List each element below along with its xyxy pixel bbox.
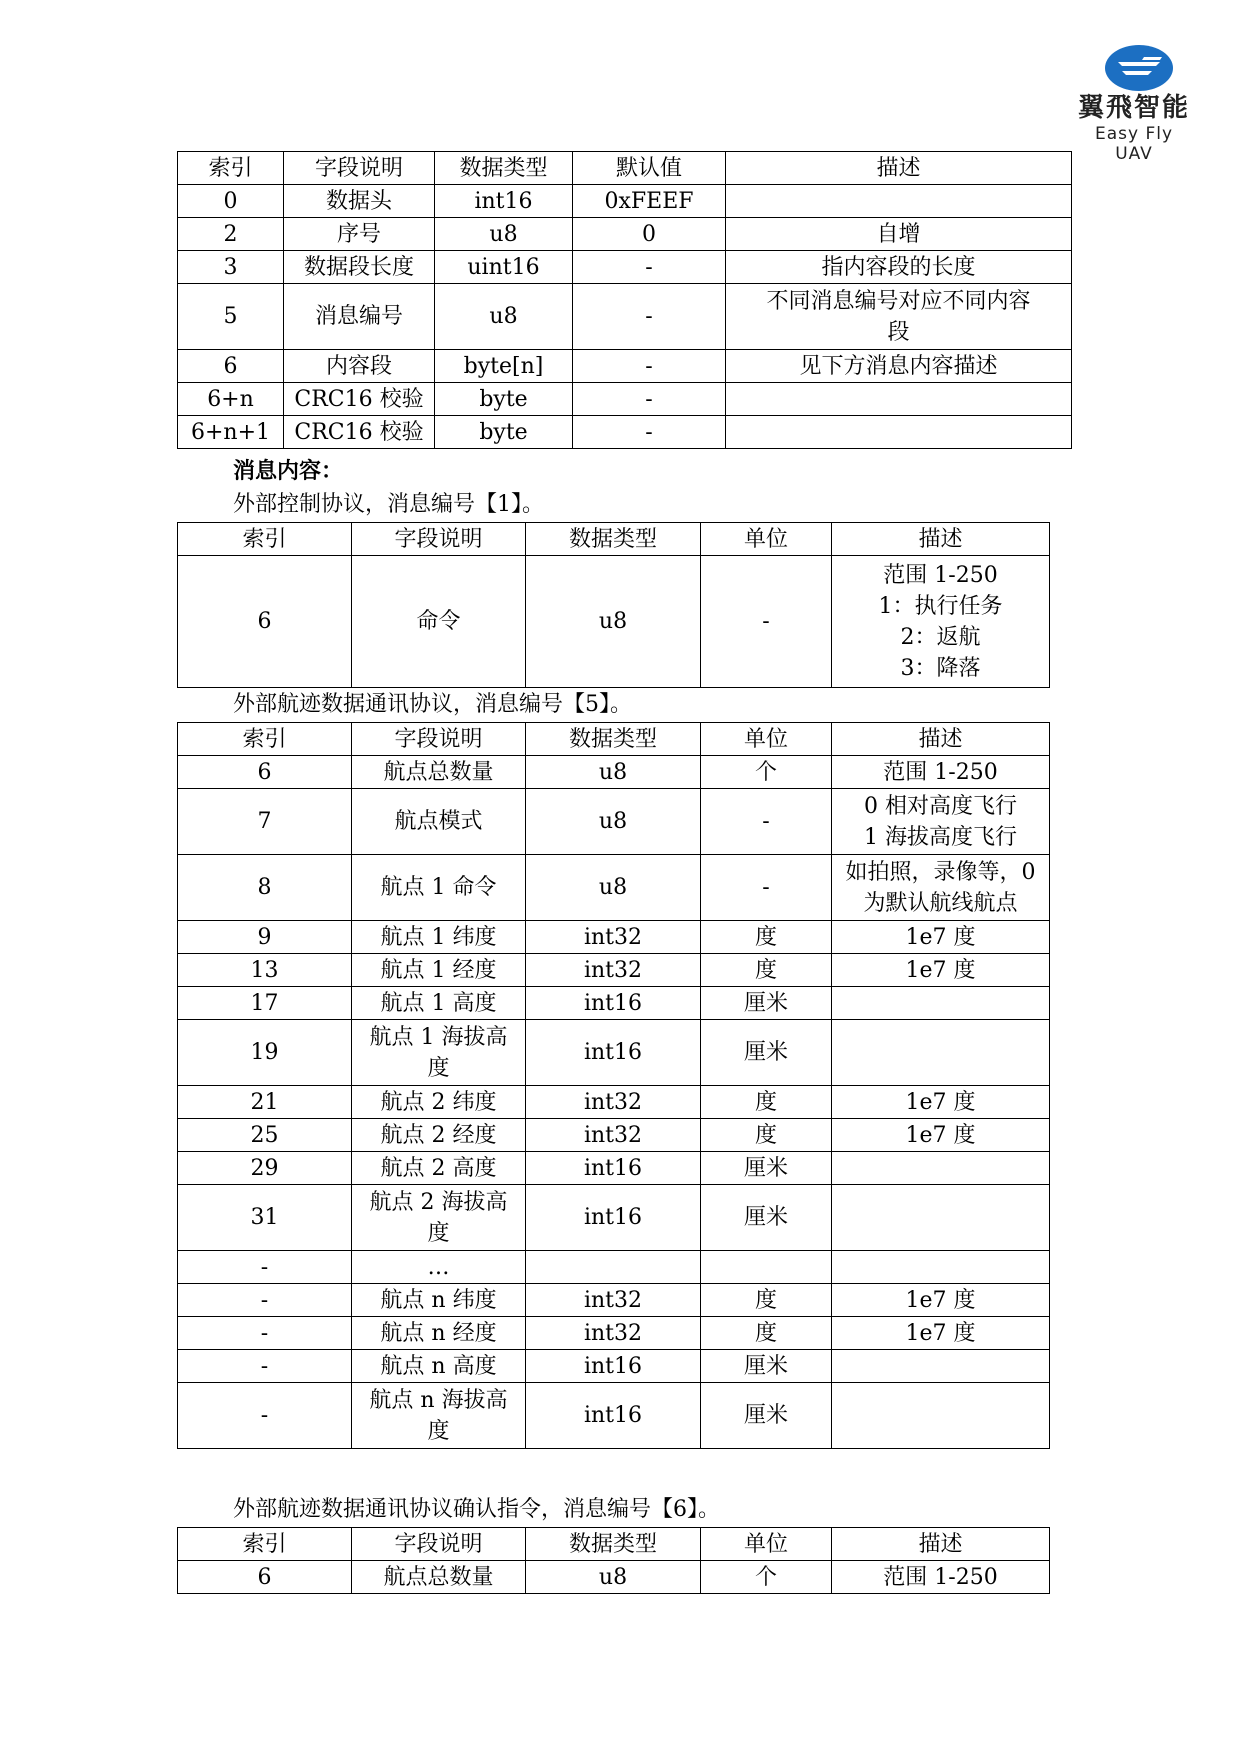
- table-cell: 消息编号: [284, 284, 435, 350]
- caption-msg-5: 外部航迹数据通讯协议，消息编号【5】。: [233, 692, 632, 717]
- table-cell: 指内容段的长度: [726, 251, 1072, 284]
- table-cell: -: [573, 383, 726, 416]
- table-cell: 个: [701, 1561, 832, 1594]
- table-cell: -: [178, 1284, 352, 1317]
- table-cell: 5: [178, 284, 284, 350]
- table-row: [178, 1086, 1050, 1119]
- column-header: 字段说明: [352, 723, 526, 756]
- table-cell: 航点 2 纬度: [352, 1086, 526, 1119]
- table-row: [178, 416, 1072, 449]
- table-cell: [832, 1020, 1050, 1086]
- table-cell: 厘米: [701, 1152, 832, 1185]
- caption-msg-1: 外部控制协议，消息编号【1】。: [233, 492, 544, 517]
- table-cell: 6: [178, 350, 284, 383]
- table-cell: 度: [701, 1086, 832, 1119]
- column-header: 单位: [701, 1528, 832, 1561]
- table-cell: -: [573, 350, 726, 383]
- table-cell: int32: [526, 1119, 701, 1152]
- table-cell: 29: [178, 1152, 352, 1185]
- table-cell: -: [178, 1383, 352, 1449]
- table-cell: 1e7 度: [832, 1086, 1050, 1119]
- table-cell: -: [178, 1350, 352, 1383]
- table-cell: 航点 n 高度: [352, 1350, 526, 1383]
- column-header: 数据类型: [435, 152, 573, 185]
- section-title: 消息内容：: [233, 458, 344, 484]
- table-cell: 自增: [726, 218, 1072, 251]
- table-cell: int32: [526, 921, 701, 954]
- column-header: 描述: [832, 1528, 1050, 1561]
- table-cell: 航点 2 经度: [352, 1119, 526, 1152]
- table-cell: uint16: [435, 251, 573, 284]
- column-header: 数据类型: [526, 1528, 701, 1561]
- table-cell: 度: [701, 1317, 832, 1350]
- table-cell: -: [701, 556, 832, 688]
- column-header: 单位: [701, 723, 832, 756]
- table-cell: 6+n+1: [178, 416, 284, 449]
- table-cell: 厘米: [701, 1383, 832, 1449]
- table-cell: byte: [435, 416, 573, 449]
- table-row: [178, 1152, 1050, 1185]
- table-header-row: [178, 523, 1050, 556]
- table-cell: [832, 1251, 1050, 1284]
- table-cell: -: [573, 416, 726, 449]
- table-header-row: [178, 723, 1050, 756]
- table-cell: 厘米: [701, 1020, 832, 1086]
- table-cell: [832, 987, 1050, 1020]
- table-cell: 6: [178, 756, 352, 789]
- command-table: [177, 522, 1050, 688]
- table-cell: 见下方消息内容描述: [726, 350, 1072, 383]
- table-cell: -: [573, 251, 726, 284]
- table-cell: int16: [435, 185, 573, 218]
- column-header: 描述: [726, 152, 1072, 185]
- table-cell: int16: [526, 1020, 701, 1086]
- column-header: 默认值: [573, 152, 726, 185]
- table-cell: int32: [526, 1317, 701, 1350]
- table-row: [178, 284, 1072, 350]
- table-cell: [832, 1185, 1050, 1251]
- table-cell: …: [352, 1251, 526, 1284]
- table-cell: 6: [178, 1561, 352, 1594]
- table-cell: -: [178, 1251, 352, 1284]
- table-cell: 范围 1-250: [832, 756, 1050, 789]
- table-cell: 25: [178, 1119, 352, 1152]
- table-cell: 航点 1 经度: [352, 954, 526, 987]
- table-cell: 1e7 度: [832, 954, 1050, 987]
- column-header: 索引: [178, 1528, 352, 1561]
- table-cell: 2: [178, 218, 284, 251]
- table-cell: 度: [701, 921, 832, 954]
- table-cell: int16: [526, 1350, 701, 1383]
- column-header: 单位: [701, 523, 832, 556]
- table-cell: 3: [178, 251, 284, 284]
- table-cell: 0: [178, 185, 284, 218]
- table-cell: 厘米: [701, 1185, 832, 1251]
- table-cell: CRC16 校验: [284, 416, 435, 449]
- table-cell: 度: [701, 1119, 832, 1152]
- table-cell: 13: [178, 954, 352, 987]
- table-cell: 航点模式: [352, 789, 526, 855]
- table-cell: 1e7 度: [832, 1317, 1050, 1350]
- table-cell: 范围 1-250 1：执行任务 2：返航 3：降落: [832, 556, 1050, 688]
- table-cell: 命令: [352, 556, 526, 688]
- table-row: [178, 1561, 1050, 1594]
- table-cell: 序号: [284, 218, 435, 251]
- table-cell: 8: [178, 855, 352, 921]
- table-cell: 厘米: [701, 1350, 832, 1383]
- table-cell: CRC16 校验: [284, 383, 435, 416]
- table-cell: 17: [178, 987, 352, 1020]
- table-cell: -: [701, 855, 832, 921]
- table-cell: 度: [701, 1284, 832, 1317]
- table-cell: 范围 1-250: [832, 1561, 1050, 1594]
- column-header: 索引: [178, 152, 284, 185]
- table-cell: 航点 1 海拔高 度: [352, 1020, 526, 1086]
- table-cell: byte[n]: [435, 350, 573, 383]
- logo-mark-icon: [1104, 44, 1174, 92]
- table-cell: 6: [178, 556, 352, 688]
- table-cell: u8: [526, 855, 701, 921]
- company-logo: [1075, 44, 1193, 164]
- table-row: [178, 855, 1050, 921]
- table-cell: u8: [526, 789, 701, 855]
- table-row: [178, 251, 1072, 284]
- column-header: 数据类型: [526, 523, 701, 556]
- table-cell: 航点总数量: [352, 756, 526, 789]
- table-cell: 数据段长度: [284, 251, 435, 284]
- table-cell: 个: [701, 756, 832, 789]
- table-row: [178, 1020, 1050, 1086]
- table-cell: 航点 2 海拔高 度: [352, 1185, 526, 1251]
- column-header: 数据类型: [526, 723, 701, 756]
- table-cell: [726, 383, 1072, 416]
- table-cell: int16: [526, 1383, 701, 1449]
- table-row: [178, 556, 1050, 688]
- table-cell: u8: [435, 218, 573, 251]
- column-header: 字段说明: [284, 152, 435, 185]
- table-cell: 31: [178, 1185, 352, 1251]
- table-cell: 19: [178, 1020, 352, 1086]
- table-cell: [526, 1251, 701, 1284]
- table-cell: [726, 416, 1072, 449]
- table-cell: 0xFEEF: [573, 185, 726, 218]
- table-cell: 航点 n 经度: [352, 1317, 526, 1350]
- table-row: [178, 185, 1072, 218]
- table-header-row: [178, 1528, 1050, 1561]
- table-cell: int32: [526, 1086, 701, 1119]
- table-cell: -: [573, 284, 726, 350]
- table-row: [178, 1284, 1050, 1317]
- table-cell: [726, 185, 1072, 218]
- table-cell: 航点总数量: [352, 1561, 526, 1594]
- table-row: [178, 987, 1050, 1020]
- table-row: [178, 921, 1050, 954]
- column-header: 索引: [178, 523, 352, 556]
- column-header: 字段说明: [352, 523, 526, 556]
- table-cell: 6+n: [178, 383, 284, 416]
- table-row: [178, 350, 1072, 383]
- table-cell: 航点 1 纬度: [352, 921, 526, 954]
- table-cell: int16: [526, 1185, 701, 1251]
- table-cell: 7: [178, 789, 352, 855]
- table-header-row: [178, 152, 1072, 185]
- ack-table: [177, 1527, 1050, 1594]
- table-row: [178, 756, 1050, 789]
- column-header: 描述: [832, 523, 1050, 556]
- table-row: [178, 218, 1072, 251]
- table-cell: u8: [526, 556, 701, 688]
- table-cell: [832, 1152, 1050, 1185]
- table-row: [178, 1119, 1050, 1152]
- table-cell: 如拍照，录像等，0 为默认航线航点: [832, 855, 1050, 921]
- track-data-table: [177, 722, 1050, 1449]
- table-cell: 厘米: [701, 987, 832, 1020]
- table-cell: int32: [526, 954, 701, 987]
- table-cell: -: [701, 789, 832, 855]
- table-row: [178, 1185, 1050, 1251]
- table-cell: int16: [526, 1152, 701, 1185]
- table-cell: 航点 1 命令: [352, 855, 526, 921]
- table-cell: [832, 1350, 1050, 1383]
- table-cell: [701, 1251, 832, 1284]
- table-cell: u8: [526, 756, 701, 789]
- table-cell: 1e7 度: [832, 1119, 1050, 1152]
- table-row: [178, 789, 1050, 855]
- table-cell: 1e7 度: [832, 921, 1050, 954]
- table-cell: [832, 1383, 1050, 1449]
- table-cell: int32: [526, 1284, 701, 1317]
- table-cell: byte: [435, 383, 573, 416]
- table-cell: u8: [435, 284, 573, 350]
- table-row: [178, 1350, 1050, 1383]
- table-cell: 内容段: [284, 350, 435, 383]
- table-row: [178, 954, 1050, 987]
- table-cell: 不同消息编号对应不同内容 段: [726, 284, 1072, 350]
- table-cell: 0 相对高度飞行 1 海拔高度飞行: [832, 789, 1050, 855]
- table-cell: 9: [178, 921, 352, 954]
- logo-en-text: Easy Fly UAV: [1094, 124, 1174, 164]
- table-row: [178, 1383, 1050, 1449]
- table-row: [178, 1251, 1050, 1284]
- frame-structure-table: [177, 151, 1072, 449]
- column-header: 索引: [178, 723, 352, 756]
- caption-msg-6: 外部航迹数据通讯协议确认指令，消息编号【6】。: [233, 1497, 720, 1522]
- table-cell: 度: [701, 954, 832, 987]
- table-cell: -: [178, 1317, 352, 1350]
- table-cell: 1e7 度: [832, 1284, 1050, 1317]
- column-header: 描述: [832, 723, 1050, 756]
- table-cell: 航点 1 高度: [352, 987, 526, 1020]
- table-cell: int16: [526, 987, 701, 1020]
- table-cell: 数据头: [284, 185, 435, 218]
- table-cell: 航点 n 海拔高 度: [352, 1383, 526, 1449]
- table-cell: 21: [178, 1086, 352, 1119]
- column-header: 字段说明: [352, 1528, 526, 1561]
- table-cell: u8: [526, 1561, 701, 1594]
- table-row: [178, 383, 1072, 416]
- logo-cn-text: 翼飛智能: [1077, 93, 1190, 123]
- table-cell: 航点 2 高度: [352, 1152, 526, 1185]
- table-row: [178, 1317, 1050, 1350]
- table-cell: 航点 n 纬度: [352, 1284, 526, 1317]
- table-cell: 0: [573, 218, 726, 251]
